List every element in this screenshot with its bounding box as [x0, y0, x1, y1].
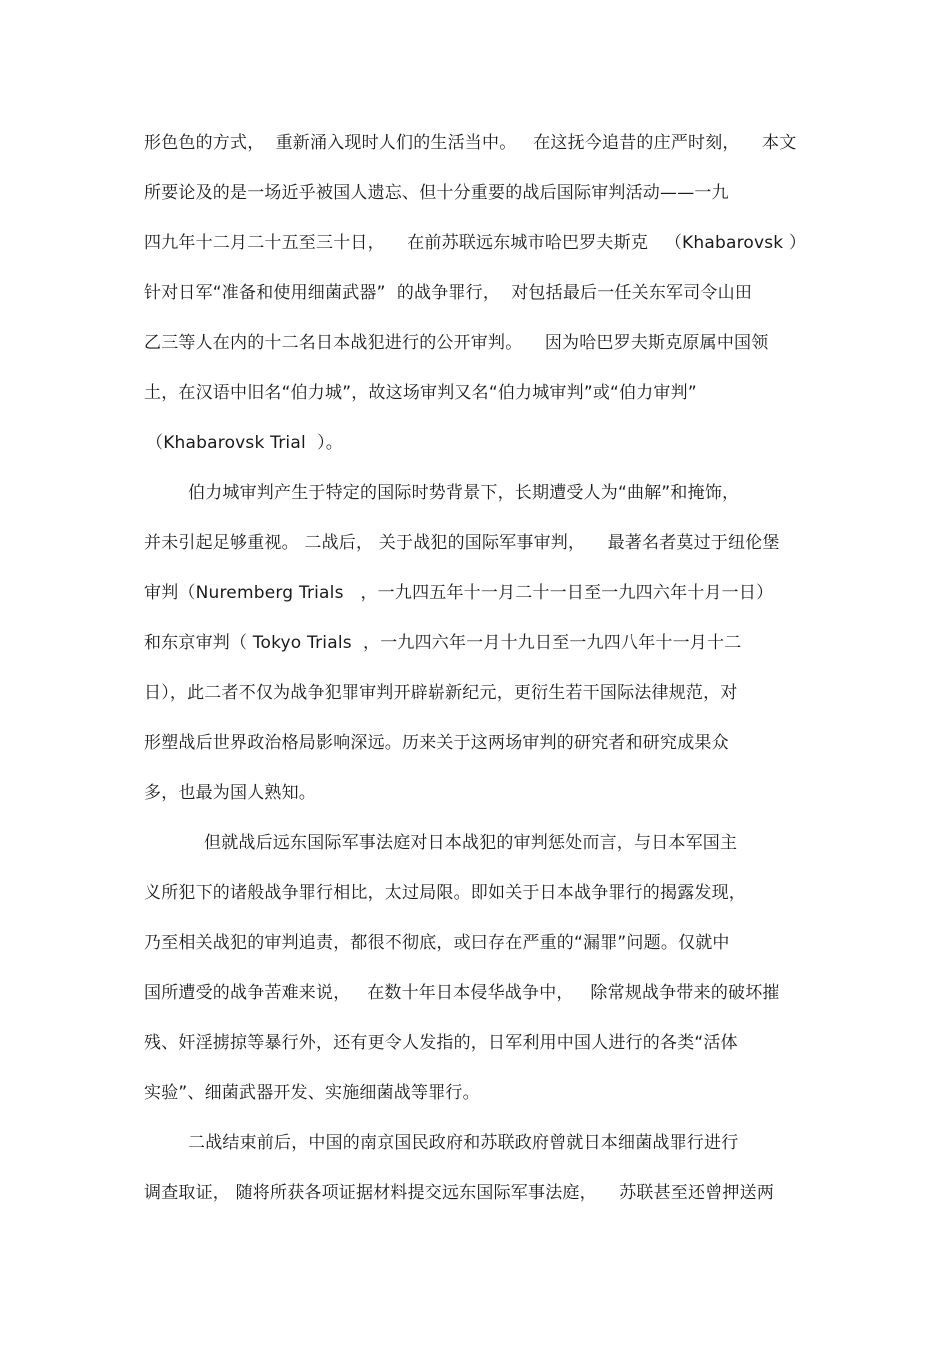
text-line: 日），此二者不仅为战争犯罪审判开辟崭新纪元，更衍生若干国际法律规范，对: [144, 683, 738, 703]
text-line: 乃至相关战犯的审判追责，都很不彻底，或曰存在严重的“漏罪”问题。仅就中: [144, 933, 730, 953]
text-line: 多，也最为国人熟知。: [144, 783, 316, 803]
text-line: 针对日军“准备和使用细菌武器” 的战争罪行， 对包括最后一任关东军司令山田: [144, 283, 753, 303]
text-line: 四九年十二月二十五至三十日， 在前苏联远东城市哈巴罗夫斯克 （Khabarovsk ）: [144, 233, 807, 253]
paragraph-first-line: 二战结束前后，中国的南京国民政府和苏联政府曾就日本细菌战罪行进行: [188, 1133, 739, 1153]
text-line: 义所犯下的诸般战争罪行相比，太过局限。即如关于日本战争罪行的揭露发现，: [144, 883, 746, 903]
text-line: 审判（Nuremberg Trials ，一九四五年十一月二十一日至一九四六年十月一日）: [144, 583, 774, 603]
paragraph-first-line: 但就战后远东国际军事法庭对日本战犯的审判惩处而言，与日本军国主: [204, 833, 738, 853]
text-line: 形色色的方式， 重新涌入现时人们的生活当中。 在这抚今追昔的庄严时刻， 本文: [144, 133, 797, 153]
text-line: 残、奸淫掳掠等暴行外，还有更令人发指的，日军利用中国人进行的各类“活体: [144, 1033, 738, 1053]
text-line: 土，在汉语中旧名“伯力城”，故这场审判又名“伯力城审判”或“伯力审判”: [144, 383, 697, 403]
text-line: 国所遭受的战争苦难来说， 在数十年日本侵华战争中， 除常规战争带来的破坏摧: [144, 983, 780, 1003]
text-line: 调查取证， 随将所获各项证据材料提交远东国际军事法庭， 苏联甚至还曾押送两: [144, 1183, 775, 1203]
text-line: 并未引起足够重视。 二战后， 关于战犯的国际军事审判， 最著名者莫过于纽伦堡: [144, 533, 780, 553]
text-line: 所要论及的是一场近乎被国人遗忘、但十分重要的战后国际审判活动——一九: [144, 183, 729, 203]
text-line: 形塑战后世界政治格局影响深远。历来关于这两场审判的研究者和研究成果众: [144, 733, 729, 753]
text-line: 实验”、细菌武器开发、实施细菌战等罪行。: [144, 1083, 480, 1103]
paragraph-first-line: 伯力城审判产生于特定的国际时势背景下，长期遭受人为“曲解”和掩饰，: [188, 483, 740, 503]
text-line: 乙三等人在内的十二名日本战犯进行的公开审判。 因为哈巴罗夫斯克原属中国领: [144, 333, 769, 353]
text-line: （Khabarovsk Trial ）。: [146, 433, 343, 453]
text-line: 和东京审判（ Tokyo Trials ，一九四六年一月十九日至一九四八年十一月十二: [144, 633, 742, 653]
